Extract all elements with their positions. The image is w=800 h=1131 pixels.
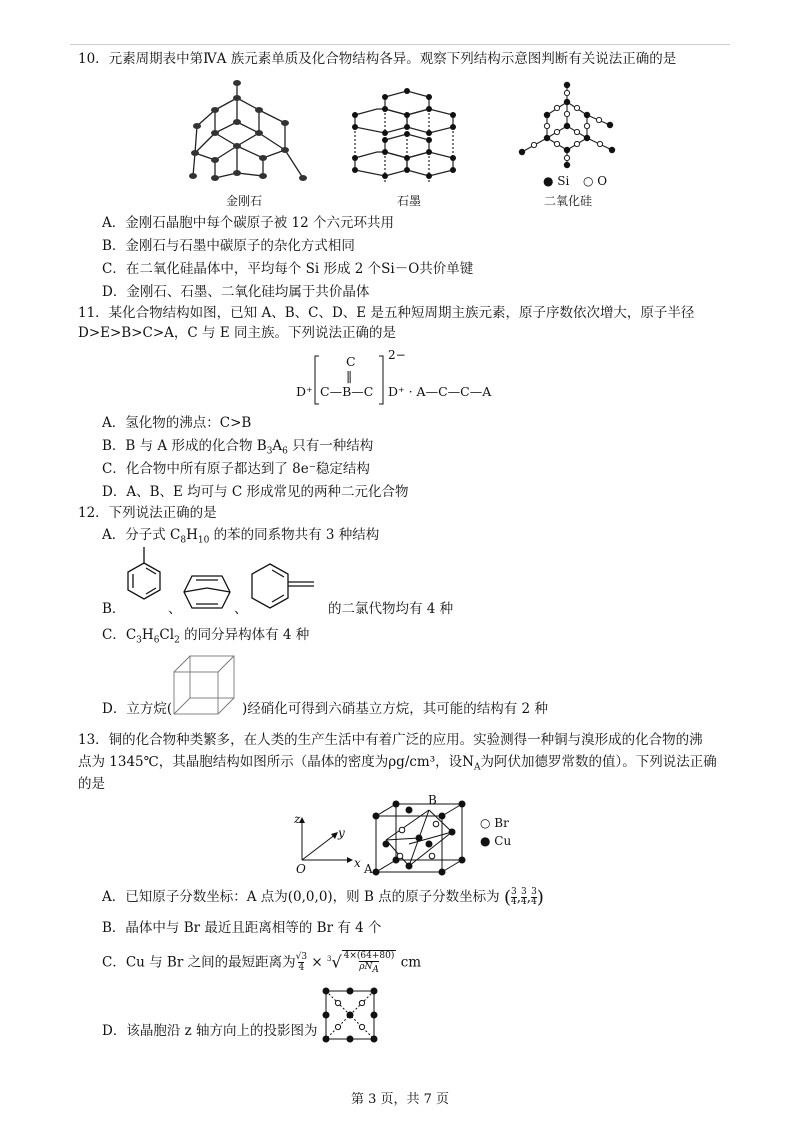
q10-option-b: B．金刚石与石墨中碳原子的杂化方式相同 — [102, 238, 355, 254]
formula-charge: 2− — [388, 348, 406, 362]
formula-mid: C—B—C — [320, 384, 374, 399]
q12-option-d-pre: D．立方烷( — [102, 701, 173, 717]
q11-stem-line1: 11．某化合物结构如图，已知 A、B、C、D、E 是五种短周期主族元素，原子序数依次增大，原子半径 — [78, 305, 695, 321]
legend-cu: ● Cu — [480, 834, 512, 848]
q11-option-a: A．氢化物的沸点：C>B — [102, 415, 252, 431]
methylenecyclohexadiene-icon — [248, 562, 323, 614]
caption-diamond: 金刚石 — [226, 194, 263, 208]
caption-silica: 二氧化硅 — [544, 194, 593, 208]
q12-option-b-text: 的二氯代物均有 4 种 — [328, 601, 454, 617]
header-rule — [70, 44, 730, 45]
graphite-structure-figure — [345, 85, 475, 190]
axis-origin-label: O — [296, 862, 306, 876]
legend-o: ○ O — [583, 174, 608, 188]
legend-br: ○ Br — [480, 816, 509, 830]
q13-option-c: C．Cu 与 Br 之间的最短距离为 $\frac{√3}{4}$ × $^3$√ 4×(64+80) $\rho N_A$ cm — [102, 951, 422, 975]
q10-option-d: D．金刚石、石墨、二氧化硅均属于共价晶体 — [102, 284, 370, 300]
point-a-label: A — [364, 862, 373, 876]
diamond-structure-figure — [185, 78, 320, 188]
q12-option-b-label: B． — [102, 601, 126, 617]
q13-stem-line2: 点为 1345℃，其晶胞结构如图所示（晶体的密度为ρg/cm³，设$N_A$为阿伏加德罗常数的值）。下列说法正确 — [78, 754, 717, 773]
unit-cell-figure — [372, 800, 472, 876]
q13-option-d: D．该晶胞沿 z 轴方向上的投影图为 — [102, 1023, 318, 1039]
point-b-label: B — [428, 793, 437, 807]
q12-option-d-post: )经硝化可得到六硝基立方烷，其可能的结构有 2 种 — [242, 701, 548, 717]
q11-option-b: B．B 与 A 形成的化合物 $B_3A_6$ 只有一种结构 — [102, 438, 374, 457]
axis-x-label: x — [354, 856, 361, 870]
q13-stem-line1: 13．铜的化合物种类繁多，在人类的生产生活中有着广泛的应用。实验测得一种铜与溴形成的化合物的沸 — [78, 732, 703, 748]
q11-structure-formula — [296, 348, 516, 412]
q11-option-c: C．化合物中所有原子都达到了 8e⁻稳定结构 — [102, 461, 370, 477]
q13-stem-line3: 的是 — [78, 776, 105, 792]
axis-z-label: z — [294, 812, 301, 826]
z-projection-figure — [320, 985, 380, 1045]
cubane-icon — [170, 652, 240, 718]
q10-option-c: C．在二氧化硅晶体中，平均每个 Si 形成 2 个Si－O共价单键 — [102, 261, 474, 277]
caption-graphite: 石墨 — [397, 194, 422, 208]
fraction-coordinates: ( — [503, 886, 512, 908]
q12-stem: 12．下列说法正确的是 — [78, 505, 217, 521]
q11-stem-line2: D>E>B>C>A，C 与 E 同主族。下列说法正确的是 — [78, 325, 396, 341]
q10-option-a: A．金刚石晶胞中每个碳原子被 12 个六元环共用 — [102, 215, 395, 231]
q12-separator-1: 、 — [168, 601, 182, 617]
q12-option-c: C．$C_3H_6Cl_2$ 的同分异构体有 4 种 — [102, 627, 310, 646]
formula-double-bond: ‖ — [346, 368, 353, 383]
norbornadiene-icon — [182, 568, 232, 612]
q13-option-a: A．已知原子分数坐标：A 点为(0,0,0)，则 B 点的原子分数坐标为 ( $\frac{3}{4}$ , $\frac{3}{4}$ , $\frac{3}{4}$ ) — [102, 886, 544, 908]
formula-top-c: C — [346, 354, 356, 369]
toluene-icon — [124, 545, 164, 610]
q12-option-a: A．分子式 $C_8H_{10}$ 的苯的同系物共有 3 种结构 — [102, 527, 380, 546]
q13-option-b: B．晶体中与 Br 最近且距离相等的 Br 有 4 个 — [102, 920, 382, 936]
q10-stem: 10．元素周期表中第ⅣA 族元素单质及化合物结构各异。观察下列结构示意图判断有关说法正确的是 — [78, 51, 677, 67]
q12-separator-2: 、 — [234, 601, 248, 617]
formula-d-left: D⁺ — [296, 384, 313, 399]
legend-si: ● Si — [543, 174, 570, 188]
page-footer: 第 3 页，共 7 页 — [350, 1092, 450, 1107]
q11-option-d: D．A、B、E 均可与 C 形成常见的两种二元化合物 — [102, 484, 409, 500]
formula-right: D⁺ · A—C—C—A — [388, 384, 492, 399]
silica-structure-figure — [512, 80, 622, 172]
axis-y-label: y — [338, 826, 345, 840]
